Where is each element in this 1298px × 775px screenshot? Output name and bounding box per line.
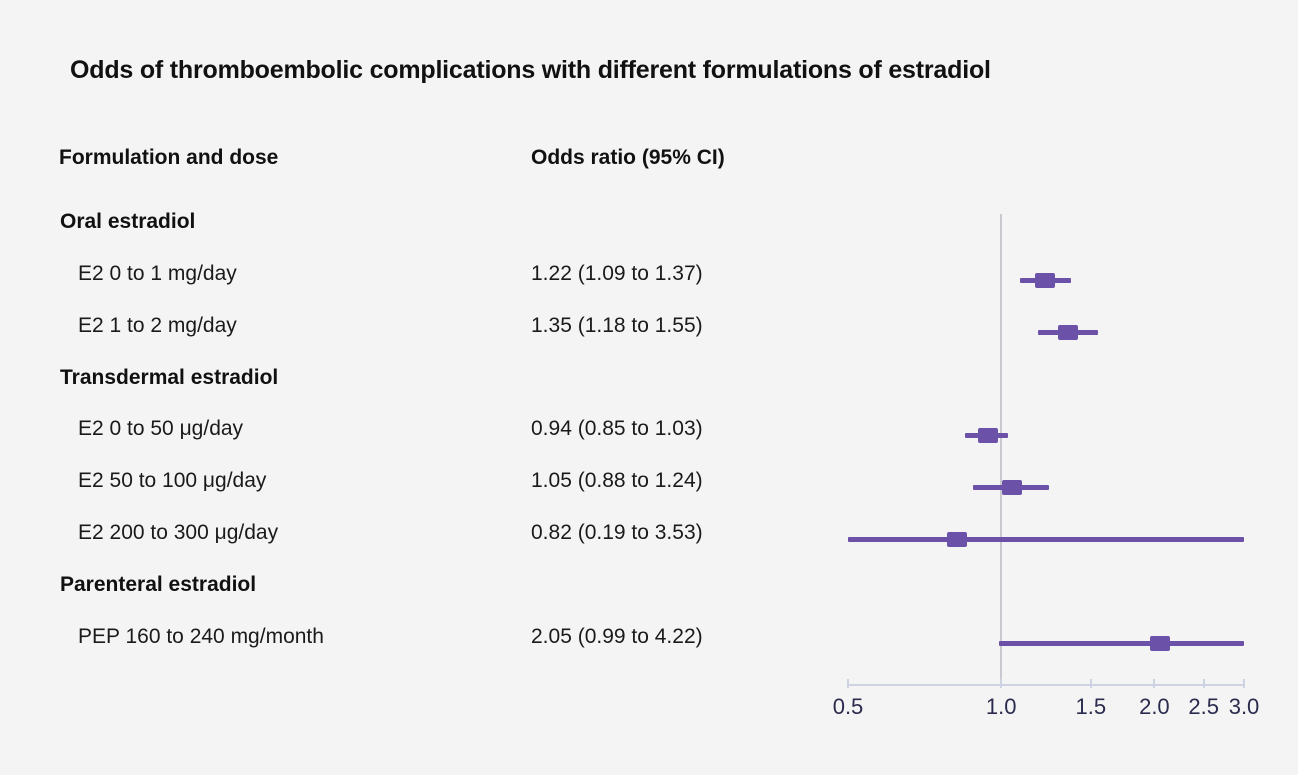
group-label: Parenteral estradiol bbox=[60, 573, 257, 596]
x-axis-tick-label: 0.5 bbox=[832, 694, 864, 719]
column-header-odds-ratio: Odds ratio (95% CI) bbox=[531, 146, 725, 169]
row-estimate: 1.35 (1.18 to 1.55) bbox=[531, 314, 703, 337]
row-estimate: 1.22 (1.09 to 1.37) bbox=[531, 262, 703, 285]
row-estimate: 0.82 (0.19 to 3.53) bbox=[531, 521, 703, 544]
chart-title: Odds of thromboembolic complications with different formulations of estradiol bbox=[70, 56, 991, 84]
row-label: PEP 160 to 240 mg/month bbox=[78, 625, 324, 648]
x-axis-tick-label: 1.0 bbox=[985, 694, 1017, 719]
x-axis-tick-label: 3.0 bbox=[1228, 694, 1260, 719]
row-estimate: 1.05 (0.88 to 1.24) bbox=[531, 469, 703, 492]
row-label: E2 200 to 300 μg/day bbox=[78, 521, 279, 544]
group-label: Transdermal estradiol bbox=[60, 366, 279, 389]
x-axis-tick-label: 2.5 bbox=[1188, 694, 1219, 719]
column-header-formulation: Formulation and dose bbox=[59, 146, 279, 169]
row-label: E2 0 to 1 mg/day bbox=[78, 262, 237, 285]
x-axis-tick-label: 1.5 bbox=[1075, 694, 1107, 719]
row-label: E2 50 to 100 μg/day bbox=[78, 469, 267, 492]
row-estimate: 0.94 (0.85 to 1.03) bbox=[531, 417, 703, 440]
row-estimate: 2.05 (0.99 to 4.22) bbox=[531, 625, 703, 648]
row-label: E2 0 to 50 μg/day bbox=[78, 417, 244, 440]
row-label: E2 1 to 2 mg/day bbox=[78, 314, 237, 337]
x-axis-tick-labels bbox=[832, 0, 1268, 775]
x-axis-tick-label: 2.0 bbox=[1139, 694, 1170, 719]
group-label: Oral estradiol bbox=[60, 210, 196, 233]
